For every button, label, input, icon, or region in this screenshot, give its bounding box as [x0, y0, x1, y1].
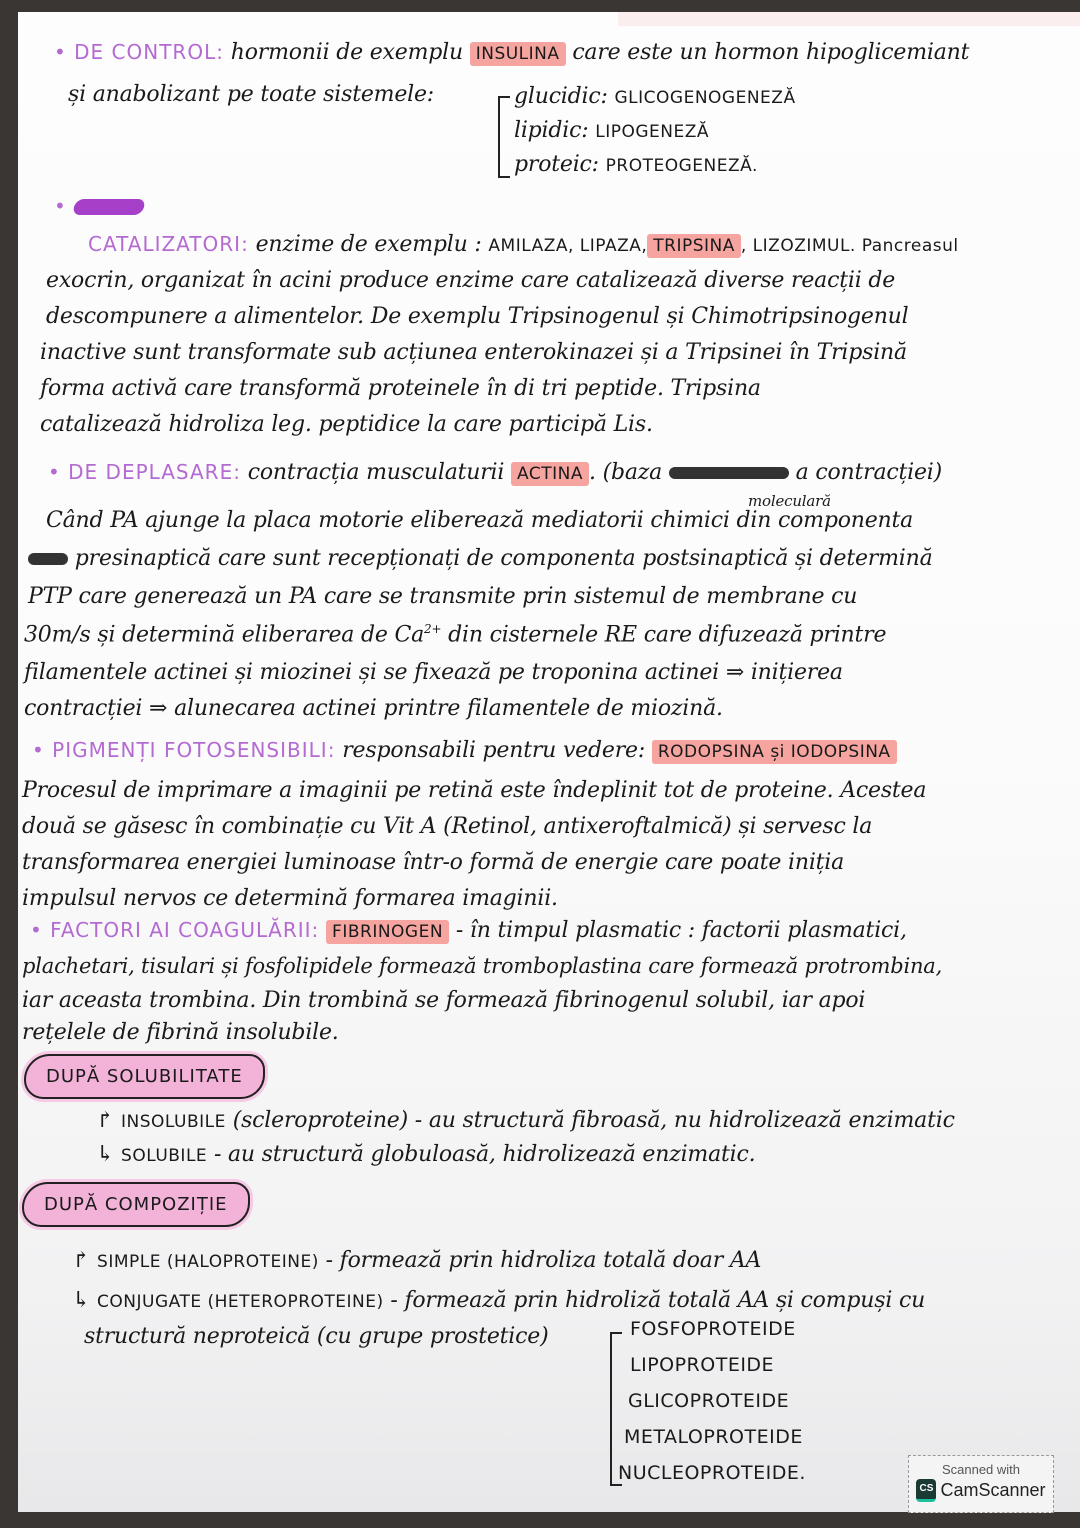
pigmenti-heading: • PIGMENȚI FOTOSENSIBILI:	[32, 738, 336, 762]
scanned-page	[18, 12, 1080, 1512]
enzyme-list: AMILAZA, LIPAZA,	[488, 236, 648, 256]
deplasare-line-2: Când PA ajunge la placa motorie eliberează mediatorii chimici din componenta	[46, 508, 914, 533]
deplasare-line-7: contracției ⇒ alunecarea actinei printre filamentele de miozină.	[24, 696, 723, 721]
deplasare-text: din cisternele RE care difuzează printre	[448, 622, 887, 648]
arrow-icon: ↳	[96, 1142, 115, 1167]
camscanner-watermark	[908, 1455, 1054, 1513]
simple-item	[72, 1248, 761, 1273]
watermark-line-2: CamScanner	[940, 1480, 1046, 1500]
coagulare-line-4: rețelele de fibrină insolubile.	[22, 1020, 339, 1045]
coagulare-heading: • FACTORI AI COAGULĂRII:	[30, 918, 320, 942]
control-heading: • DE CONTROL:	[54, 40, 224, 64]
deplasare-heading: • DE DEPLASARE:	[48, 460, 241, 484]
scribbled-out-word	[71, 199, 145, 215]
catalizatori-line-1	[88, 232, 959, 257]
inserted-word: moleculară	[748, 492, 831, 510]
fibrinogen-highlight: FIBRINOGEN	[326, 920, 449, 944]
subtype-glico: GLICOPROTEIDE	[628, 1390, 790, 1412]
deplasare-line-4: PTP care generează un PA care se transmite prin sistemul de membrane cu	[28, 584, 858, 609]
tripsina-highlight: TRIPSINA	[647, 234, 741, 258]
catalizatori-bullet	[54, 194, 144, 219]
deplasare-text-a: contracția musculaturii	[247, 460, 505, 485]
item-caps: SOLUBILE	[121, 1146, 208, 1166]
coagulare-text-b: - în timpul plasmatic : factorii plasmatici,	[455, 918, 907, 943]
control-line-1	[54, 40, 969, 65]
deplasare-line-1	[48, 460, 942, 485]
insolubile-item	[96, 1108, 955, 1133]
rodopsina-highlight: RODOPSINA și IODOPSINA	[652, 740, 897, 764]
ca-superscript: 2+	[424, 622, 442, 636]
catalizatori-line-4: inactive sunt transformate sub acțiunea enterokinazei și a Tripsinei în Tripsină	[40, 340, 907, 365]
branch-label: proteic:	[514, 152, 599, 177]
branch-lipidic	[514, 118, 709, 143]
watermark-brand	[909, 1479, 1053, 1502]
watermark-line-1: Scanned with	[941, 1462, 1021, 1477]
deplasare-text: 30m/s și determină eliberarea de Ca	[24, 622, 425, 648]
arrow-icon: ↱	[96, 1108, 115, 1133]
subtype-fosfo: FOSFOPROTEIDE	[630, 1318, 796, 1340]
deplasare-line-6: filamentele actinei și miozinei și se fixează pe troponina actinei ⇒ inițierea	[24, 660, 843, 685]
pigmenti-text-a: responsabili pentru vedere:	[342, 738, 646, 763]
subtype-nucleo: NUCLEOPROTEIDE.	[618, 1462, 806, 1484]
deplasare-line-5	[24, 622, 886, 647]
item-text: - formează prin hidroliza totală doar AA	[325, 1248, 762, 1273]
deplasare-text-b: . (baza	[588, 460, 663, 485]
page-edge-tint	[618, 12, 1080, 26]
branch-glucidic	[514, 84, 796, 109]
control-bracket	[498, 96, 510, 178]
pigmenti-line-5: impulsul nervos ce determină formarea imaginii.	[22, 886, 558, 911]
catalizatori-line-3: descompunere a alimentelor. De exemplu Tripsinogenul și Chimotripsinogenul	[46, 304, 909, 329]
solubilitate-badge: DUPĂ SOLUBILITATE	[24, 1054, 265, 1099]
item-caps: CONJUGATE (HETEROPROTEINE)	[97, 1292, 384, 1312]
camscanner-logo-icon: CS	[916, 1479, 936, 1502]
item-text: - formează prin hidroliză totală AA și compuși cu	[390, 1288, 926, 1313]
item-caps: SIMPLE (HALOPROTEINE)	[97, 1252, 319, 1272]
branch-proteic	[514, 152, 758, 177]
conjugate-item	[72, 1288, 925, 1313]
arrow-icon: ↱	[72, 1248, 91, 1273]
catalizatori-text-b: , LIZOZIMUL. Pancreasul	[740, 236, 959, 256]
subtype-lipo: LIPOPROTEIDE	[630, 1354, 775, 1376]
coagulare-line-3: iar aceasta trombina. Din trombină se formează fibrinogenul solubil, iar apoi	[22, 988, 866, 1013]
arrow-icon: ↳	[72, 1288, 91, 1313]
subtype-metalo: METALOPROTEIDE	[624, 1426, 803, 1448]
insulina-highlight: INSULINA	[470, 42, 566, 66]
deplasare-text-c: a contracției)	[795, 460, 943, 485]
bullet: •	[54, 194, 67, 218]
pigmenti-line-1	[32, 738, 897, 763]
branch-value: LIPOGENEZĂ	[595, 122, 710, 142]
deplasare-text: presinaptică care sunt recepționați de componenta postsinaptică și determină	[74, 546, 933, 571]
coagulare-line-1	[30, 918, 907, 943]
item-text: - au structură globuloasă, hidrolizează enzimatic.	[213, 1142, 756, 1167]
coagulare-line-2: plachetari, tisulari și fosfolipidele formează tromboplastina care formează protrombina,	[22, 954, 943, 978]
control-line-2: și anabolizant pe toate sistemele:	[68, 82, 435, 107]
item-caps: INSOLUBILE	[121, 1112, 226, 1132]
item-text: (scleroproteine) - au structură fibroasă, nu hidrolizează enzimatic	[232, 1108, 955, 1133]
crossed-out-word	[28, 553, 68, 565]
deplasare-line-3	[28, 546, 933, 571]
actina-highlight: ACTINA	[511, 462, 589, 486]
catalizatori-line-2: exocrin, organizat în acini produce enzime care catalizează diverse reacții de	[46, 268, 896, 293]
branch-label: lipidic:	[514, 118, 589, 143]
pigmenti-line-4: transformarea energiei luminoase într-o formă de energie care poate iniția	[22, 850, 845, 875]
catalizatori-text-a: enzime de exemplu :	[255, 232, 482, 257]
catalizatori-heading: CATALIZATORI:	[88, 232, 249, 256]
catalizatori-line-5: forma activă care transformă proteinele în di tri peptide. Tripsina	[40, 376, 761, 401]
branch-value: GLICOGENOGENEZĂ	[614, 88, 796, 108]
pigmenti-line-3: două se găsesc în combinație cu Vit A (Retinol, antixeroftalmică) și servesc la	[22, 814, 873, 839]
compozitie-badge: DUPĂ COMPOZIȚIE	[22, 1182, 250, 1227]
control-text-a: hormonii de exemplu	[230, 40, 463, 65]
pigmenti-line-2: Procesul de imprimare a imaginii pe retină este îndeplinit tot de proteine. Acestea	[22, 778, 927, 803]
solubile-item	[96, 1142, 755, 1167]
branch-value: PROTEOGENEZĂ.	[605, 156, 758, 176]
control-text-b: care este un hormon hipoglicemiant	[572, 40, 970, 65]
branch-label: glucidic:	[514, 84, 608, 109]
catalizatori-line-6: catalizează hidroliza leg. peptidice la care participă Lis.	[40, 412, 653, 437]
compozitie-line-3: structură neproteică (cu grupe prostetice)	[84, 1324, 549, 1349]
crossed-out-word	[669, 467, 789, 479]
